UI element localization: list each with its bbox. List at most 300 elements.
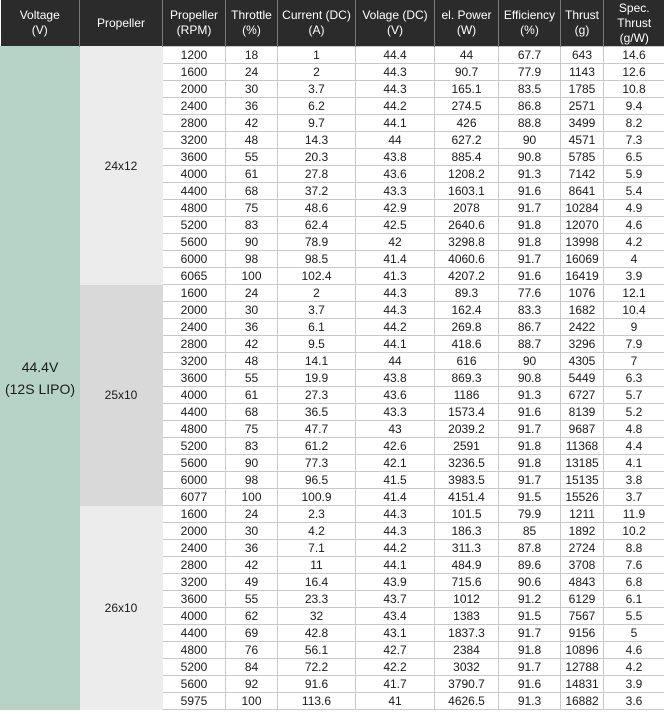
column-header-label: Voltage [19, 8, 60, 22]
cell-current: 36.5 [278, 404, 356, 421]
cell-efficiency: 86.8 [499, 98, 561, 115]
cell-el-power: 274.5 [435, 98, 499, 115]
cell-el-power: 1012 [435, 591, 499, 608]
cell-thrust: 6129 [561, 591, 604, 608]
cell-current: 47.7 [278, 421, 356, 438]
column-header-unit: (V) [31, 23, 48, 37]
cell-current: 7.1 [278, 540, 356, 557]
column-header-unit: (RPM) [176, 23, 212, 37]
cell-voltage-dc: 44.2 [356, 98, 435, 115]
cell-current: 23.3 [278, 591, 356, 608]
column-header-label: Throttle [231, 8, 272, 22]
cell-el-power: 1383 [435, 608, 499, 625]
cell-current: 78.9 [278, 234, 356, 251]
cell-el-power: 715.6 [435, 574, 499, 591]
cell-spec-thrust: 3.7 [604, 489, 664, 506]
cell-efficiency: 91.7 [499, 421, 561, 438]
cell-spec-thrust: 4.6 [604, 642, 664, 659]
cell-el-power: 3790.7 [435, 676, 499, 693]
cell-el-power: 1603.1 [435, 183, 499, 200]
cell-current: 91.6 [278, 676, 356, 693]
cell-throttle: 100 [226, 693, 278, 710]
column-header-label: Thrust [564, 8, 599, 22]
column-header-label: Propeller [96, 15, 146, 30]
cell-spec-thrust: 4.2 [604, 234, 664, 251]
cell-voltage-dc: 43.6 [356, 387, 435, 404]
cell-throttle: 90 [226, 234, 278, 251]
cell-spec-thrust: 4.1 [604, 455, 664, 472]
cell-thrust: 15135 [561, 472, 604, 489]
cell-rpm: 4000 [163, 387, 226, 404]
cell-current: 14.3 [278, 132, 356, 149]
cell-current: 3.7 [278, 302, 356, 319]
cell-voltage-dc: 42.9 [356, 200, 435, 217]
cell-throttle: 55 [226, 370, 278, 387]
cell-efficiency: 91.7 [499, 659, 561, 676]
cell-el-power: 101.5 [435, 506, 499, 523]
column-header-label: Volage (DC) [362, 8, 428, 22]
cell-spec-thrust: 12.6 [604, 64, 664, 81]
cell-rpm: 4000 [163, 608, 226, 625]
cell-efficiency: 79.9 [499, 506, 561, 523]
cell-spec-thrust: 5 [604, 625, 664, 642]
cell-el-power: 616 [435, 353, 499, 370]
cell-efficiency: 83.5 [499, 81, 561, 98]
cell-spec-thrust: 3.8 [604, 472, 664, 489]
cell-efficiency: 91.6 [499, 676, 561, 693]
cell-rpm: 2400 [163, 319, 226, 336]
table-row [1, 47, 664, 64]
cell-spec-thrust: 5.2 [604, 404, 664, 421]
cell-throttle: 42 [226, 115, 278, 132]
cell-thrust: 3499 [561, 115, 604, 132]
cell-throttle: 84 [226, 659, 278, 676]
cell-current: 1 [278, 47, 356, 64]
cell-throttle: 42 [226, 336, 278, 353]
cell-spec-thrust: 6.1 [604, 591, 664, 608]
cell-efficiency: 77.6 [499, 285, 561, 302]
column-header-voltage-dc [356, 0, 435, 47]
cell-thrust: 2422 [561, 319, 604, 336]
cell-throttle: 92 [226, 676, 278, 693]
cell-spec-thrust: 6.8 [604, 574, 664, 591]
cell-spec-thrust: 8.2 [604, 115, 664, 132]
cell-thrust: 3296 [561, 336, 604, 353]
cell-rpm: 3200 [163, 574, 226, 591]
cell-current: 4.2 [278, 523, 356, 540]
cell-voltage-dc: 42.5 [356, 217, 435, 234]
cell-thrust: 11368 [561, 438, 604, 455]
cell-el-power: 4207.2 [435, 268, 499, 285]
cell-rpm: 5200 [163, 217, 226, 234]
cell-el-power: 3236.5 [435, 455, 499, 472]
table-body [1, 47, 664, 710]
cell-current: 2 [278, 285, 356, 302]
cell-voltage-dc: 42.7 [356, 642, 435, 659]
cell-voltage-dc: 44.4 [356, 47, 435, 64]
cell-thrust: 4305 [561, 353, 604, 370]
cell-throttle: 100 [226, 489, 278, 506]
cell-throttle: 55 [226, 149, 278, 166]
cell-spec-thrust: 10.4 [604, 302, 664, 319]
cell-thrust: 1076 [561, 285, 604, 302]
column-header-rpm [163, 0, 226, 47]
cell-throttle: 98 [226, 251, 278, 268]
cell-spec-thrust: 4.4 [604, 438, 664, 455]
cell-rpm: 5600 [163, 455, 226, 472]
cell-el-power: 311.3 [435, 540, 499, 557]
cell-efficiency: 77.9 [499, 64, 561, 81]
cell-throttle: 42 [226, 557, 278, 574]
cell-spec-thrust: 7.3 [604, 132, 664, 149]
cell-throttle: 48 [226, 132, 278, 149]
cell-throttle: 61 [226, 387, 278, 404]
column-header-unit: (W) [456, 23, 477, 37]
cell-current: 77.3 [278, 455, 356, 472]
cell-el-power: 2640.6 [435, 217, 499, 234]
cell-rpm: 3600 [163, 591, 226, 608]
column-header-thrust [561, 0, 604, 47]
cell-el-power: 484.9 [435, 557, 499, 574]
column-header-unit: (%) [520, 23, 539, 37]
cell-voltage-dc: 44.1 [356, 336, 435, 353]
cell-throttle: 36 [226, 98, 278, 115]
cell-current: 48.6 [278, 200, 356, 217]
cell-el-power: 3298.8 [435, 234, 499, 251]
battery-config: (12S LIPO) [4, 381, 76, 397]
cell-rpm: 3600 [163, 149, 226, 166]
cell-thrust: 12788 [561, 659, 604, 676]
cell-throttle: 76 [226, 642, 278, 659]
cell-el-power: 165.1 [435, 81, 499, 98]
column-header-label: Current (DC) [282, 8, 351, 22]
cell-el-power: 3983.5 [435, 472, 499, 489]
cell-throttle: 36 [226, 319, 278, 336]
propeller-cell: 24x12 [80, 47, 163, 285]
cell-efficiency: 91.2 [499, 591, 561, 608]
cell-spec-thrust: 3.9 [604, 268, 664, 285]
cell-current: 14.1 [278, 353, 356, 370]
cell-spec-thrust: 9.4 [604, 98, 664, 115]
cell-efficiency: 91.3 [499, 387, 561, 404]
cell-efficiency: 91.3 [499, 166, 561, 183]
cell-throttle: 24 [226, 506, 278, 523]
cell-thrust: 5449 [561, 370, 604, 387]
cell-thrust: 2571 [561, 98, 604, 115]
column-header-el-power [435, 0, 499, 47]
cell-voltage-dc: 44.3 [356, 523, 435, 540]
cell-efficiency: 91.6 [499, 268, 561, 285]
cell-rpm: 6000 [163, 472, 226, 489]
cell-voltage-dc: 44.3 [356, 302, 435, 319]
cell-efficiency: 85 [499, 523, 561, 540]
cell-voltage-dc: 42 [356, 234, 435, 251]
cell-current: 2.3 [278, 506, 356, 523]
cell-voltage-dc: 43.8 [356, 370, 435, 387]
cell-rpm: 4400 [163, 404, 226, 421]
cell-el-power: 269.8 [435, 319, 499, 336]
cell-throttle: 36 [226, 540, 278, 557]
column-header-unit: (%) [242, 23, 261, 37]
cell-voltage-dc: 44 [356, 353, 435, 370]
cell-el-power: 3032 [435, 659, 499, 676]
cell-thrust: 7567 [561, 608, 604, 625]
cell-efficiency: 87.8 [499, 540, 561, 557]
cell-thrust: 16069 [561, 251, 604, 268]
cell-voltage-dc: 43.3 [356, 404, 435, 421]
cell-thrust: 15526 [561, 489, 604, 506]
cell-voltage-dc: 44.2 [356, 540, 435, 557]
cell-throttle: 30 [226, 523, 278, 540]
cell-spec-thrust: 9 [604, 319, 664, 336]
cell-el-power: 1837.3 [435, 625, 499, 642]
cell-spec-thrust: 5.5 [604, 608, 664, 625]
cell-el-power: 426 [435, 115, 499, 132]
cell-throttle: 68 [226, 183, 278, 200]
cell-throttle: 24 [226, 64, 278, 81]
cell-current: 32 [278, 608, 356, 625]
cell-efficiency: 90.8 [499, 149, 561, 166]
cell-spec-thrust: 11.9 [604, 506, 664, 523]
cell-throttle: 18 [226, 47, 278, 64]
cell-efficiency: 91.6 [499, 183, 561, 200]
cell-thrust: 1682 [561, 302, 604, 319]
propeller-cell: 25x10 [80, 285, 163, 506]
cell-spec-thrust: 5.4 [604, 183, 664, 200]
cell-rpm: 1600 [163, 506, 226, 523]
cell-spec-thrust: 12.1 [604, 285, 664, 302]
cell-rpm: 1600 [163, 285, 226, 302]
cell-voltage-dc: 43.8 [356, 149, 435, 166]
cell-thrust: 3708 [561, 557, 604, 574]
cell-current: 113.6 [278, 693, 356, 710]
column-header-throttle [226, 0, 278, 47]
cell-efficiency: 86.7 [499, 319, 561, 336]
cell-el-power: 2384 [435, 642, 499, 659]
cell-voltage-dc: 41.4 [356, 251, 435, 268]
cell-spec-thrust: 14.6 [604, 47, 664, 64]
cell-rpm: 2800 [163, 115, 226, 132]
cell-thrust: 10896 [561, 642, 604, 659]
cell-thrust: 1143 [561, 64, 604, 81]
cell-efficiency: 91.7 [499, 251, 561, 268]
cell-thrust: 13185 [561, 455, 604, 472]
table-row [1, 285, 664, 302]
cell-voltage-dc: 41.3 [356, 268, 435, 285]
cell-efficiency: 91.8 [499, 234, 561, 251]
cell-thrust: 13998 [561, 234, 604, 251]
cell-spec-thrust: 4 [604, 251, 664, 268]
cell-thrust: 4843 [561, 574, 604, 591]
cell-voltage-dc: 43.3 [356, 183, 435, 200]
cell-current: 98.5 [278, 251, 356, 268]
cell-el-power: 627.2 [435, 132, 499, 149]
cell-thrust: 8641 [561, 183, 604, 200]
cell-efficiency: 67.7 [499, 47, 561, 64]
cell-spec-thrust: 10.8 [604, 81, 664, 98]
cell-rpm: 4800 [163, 200, 226, 217]
cell-rpm: 2400 [163, 98, 226, 115]
cell-thrust: 16882 [561, 693, 604, 710]
table-row [1, 506, 664, 523]
cell-throttle: 48 [226, 353, 278, 370]
cell-spec-thrust: 8.8 [604, 540, 664, 557]
cell-voltage-dc: 43.9 [356, 574, 435, 591]
cell-efficiency: 90.6 [499, 574, 561, 591]
cell-spec-thrust: 3.6 [604, 693, 664, 710]
cell-spec-thrust: 5.7 [604, 387, 664, 404]
voltage-value: 44.4V [21, 359, 59, 375]
cell-voltage-dc: 43.1 [356, 625, 435, 642]
cell-el-power: 162.4 [435, 302, 499, 319]
column-header-label: Efficiency [503, 8, 556, 22]
cell-current: 6.1 [278, 319, 356, 336]
cell-voltage-dc: 42.1 [356, 455, 435, 472]
cell-current: 27.8 [278, 166, 356, 183]
cell-current: 6.2 [278, 98, 356, 115]
cell-throttle: 68 [226, 404, 278, 421]
cell-spec-thrust: 7 [604, 353, 664, 370]
cell-voltage-dc: 44.3 [356, 64, 435, 81]
cell-current: 37.2 [278, 183, 356, 200]
cell-throttle: 98 [226, 472, 278, 489]
cell-el-power: 1573.4 [435, 404, 499, 421]
column-header-efficiency [499, 0, 561, 47]
cell-rpm: 4400 [163, 625, 226, 642]
cell-thrust: 9687 [561, 421, 604, 438]
cell-current: 3.7 [278, 81, 356, 98]
cell-voltage-dc: 43.4 [356, 608, 435, 625]
header-row [1, 0, 664, 47]
cell-spec-thrust: 7.6 [604, 557, 664, 574]
cell-voltage-dc: 42.6 [356, 438, 435, 455]
cell-voltage-dc: 44.3 [356, 506, 435, 523]
cell-voltage-dc: 43.7 [356, 591, 435, 608]
cell-voltage-dc: 44 [356, 132, 435, 149]
cell-throttle: 75 [226, 421, 278, 438]
cell-throttle: 61 [226, 166, 278, 183]
cell-current: 61.2 [278, 438, 356, 455]
cell-el-power: 4060.6 [435, 251, 499, 268]
cell-thrust: 6727 [561, 387, 604, 404]
cell-rpm: 2000 [163, 302, 226, 319]
cell-thrust: 2724 [561, 540, 604, 557]
cell-efficiency: 91.8 [499, 217, 561, 234]
cell-current: 11 [278, 557, 356, 574]
cell-throttle: 62 [226, 608, 278, 625]
cell-efficiency: 83.3 [499, 302, 561, 319]
cell-thrust: 14831 [561, 676, 604, 693]
cell-el-power: 2039.2 [435, 421, 499, 438]
cell-rpm: 4400 [163, 183, 226, 200]
cell-voltage-dc: 41.5 [356, 472, 435, 489]
cell-el-power: 869.3 [435, 370, 499, 387]
cell-rpm: 1200 [163, 47, 226, 64]
cell-spec-thrust: 4.8 [604, 421, 664, 438]
column-header-unit: (g) [574, 23, 590, 37]
table-header [1, 0, 664, 47]
cell-el-power: 1208.2 [435, 166, 499, 183]
cell-el-power: 2078 [435, 200, 499, 217]
cell-efficiency: 91.8 [499, 438, 561, 455]
propeller-cell: 26x10 [80, 506, 163, 710]
cell-rpm: 5975 [163, 693, 226, 710]
cell-spec-thrust: 6.5 [604, 149, 664, 166]
cell-spec-thrust: 4.2 [604, 659, 664, 676]
cell-efficiency: 91.5 [499, 608, 561, 625]
cell-thrust: 16419 [561, 268, 604, 285]
cell-voltage-dc: 41.4 [356, 489, 435, 506]
cell-rpm: 4800 [163, 642, 226, 659]
cell-el-power: 89.3 [435, 285, 499, 302]
cell-current: 27.3 [278, 387, 356, 404]
cell-throttle: 83 [226, 217, 278, 234]
cell-voltage-dc: 43 [356, 421, 435, 438]
cell-el-power: 2591 [435, 438, 499, 455]
cell-thrust: 643 [561, 47, 604, 64]
cell-spec-thrust: 4.9 [604, 200, 664, 217]
cell-efficiency: 91.7 [499, 625, 561, 642]
cell-thrust: 4571 [561, 132, 604, 149]
cell-efficiency: 88.8 [499, 115, 561, 132]
cell-el-power: 4151.4 [435, 489, 499, 506]
cell-current: 102.4 [278, 268, 356, 285]
cell-voltage-dc: 44.1 [356, 557, 435, 574]
cell-throttle: 69 [226, 625, 278, 642]
cell-voltage-dc: 41.7 [356, 676, 435, 693]
column-header-unit: (A) [308, 23, 325, 37]
cell-throttle: 30 [226, 81, 278, 98]
cell-current: 96.5 [278, 472, 356, 489]
cell-voltage-dc: 42.2 [356, 659, 435, 676]
cell-el-power: 885.4 [435, 149, 499, 166]
cell-thrust: 1892 [561, 523, 604, 540]
cell-current: 19.9 [278, 370, 356, 387]
cell-voltage-dc: 41 [356, 693, 435, 710]
cell-current: 42.8 [278, 625, 356, 642]
cell-rpm: 2000 [163, 523, 226, 540]
cell-current: 56.1 [278, 642, 356, 659]
cell-spec-thrust: 6.3 [604, 370, 664, 387]
cell-thrust: 1211 [561, 506, 604, 523]
cell-efficiency: 91.7 [499, 472, 561, 489]
cell-spec-thrust: 4.6 [604, 217, 664, 234]
cell-rpm: 5600 [163, 676, 226, 693]
cell-efficiency: 89.6 [499, 557, 561, 574]
cell-efficiency: 90 [499, 132, 561, 149]
cell-voltage-dc: 44.3 [356, 285, 435, 302]
cell-rpm: 2800 [163, 557, 226, 574]
cell-el-power: 90.7 [435, 64, 499, 81]
cell-rpm: 1600 [163, 64, 226, 81]
cell-voltage-dc: 43.6 [356, 166, 435, 183]
cell-current: 9.5 [278, 336, 356, 353]
cell-thrust: 8139 [561, 404, 604, 421]
cell-efficiency: 88.7 [499, 336, 561, 353]
cell-spec-thrust: 10.2 [604, 523, 664, 540]
cell-el-power: 44 [435, 47, 499, 64]
column-header-current [278, 0, 356, 47]
cell-spec-thrust: 3.9 [604, 676, 664, 693]
cell-voltage-dc: 44.1 [356, 115, 435, 132]
cell-throttle: 30 [226, 302, 278, 319]
cell-thrust: 1785 [561, 81, 604, 98]
cell-rpm: 4800 [163, 421, 226, 438]
cell-current: 9.7 [278, 115, 356, 132]
cell-voltage-dc: 44.3 [356, 81, 435, 98]
column-header-label: Spec. Thrust [617, 0, 652, 30]
column-header-spec-thrust [604, 0, 664, 47]
